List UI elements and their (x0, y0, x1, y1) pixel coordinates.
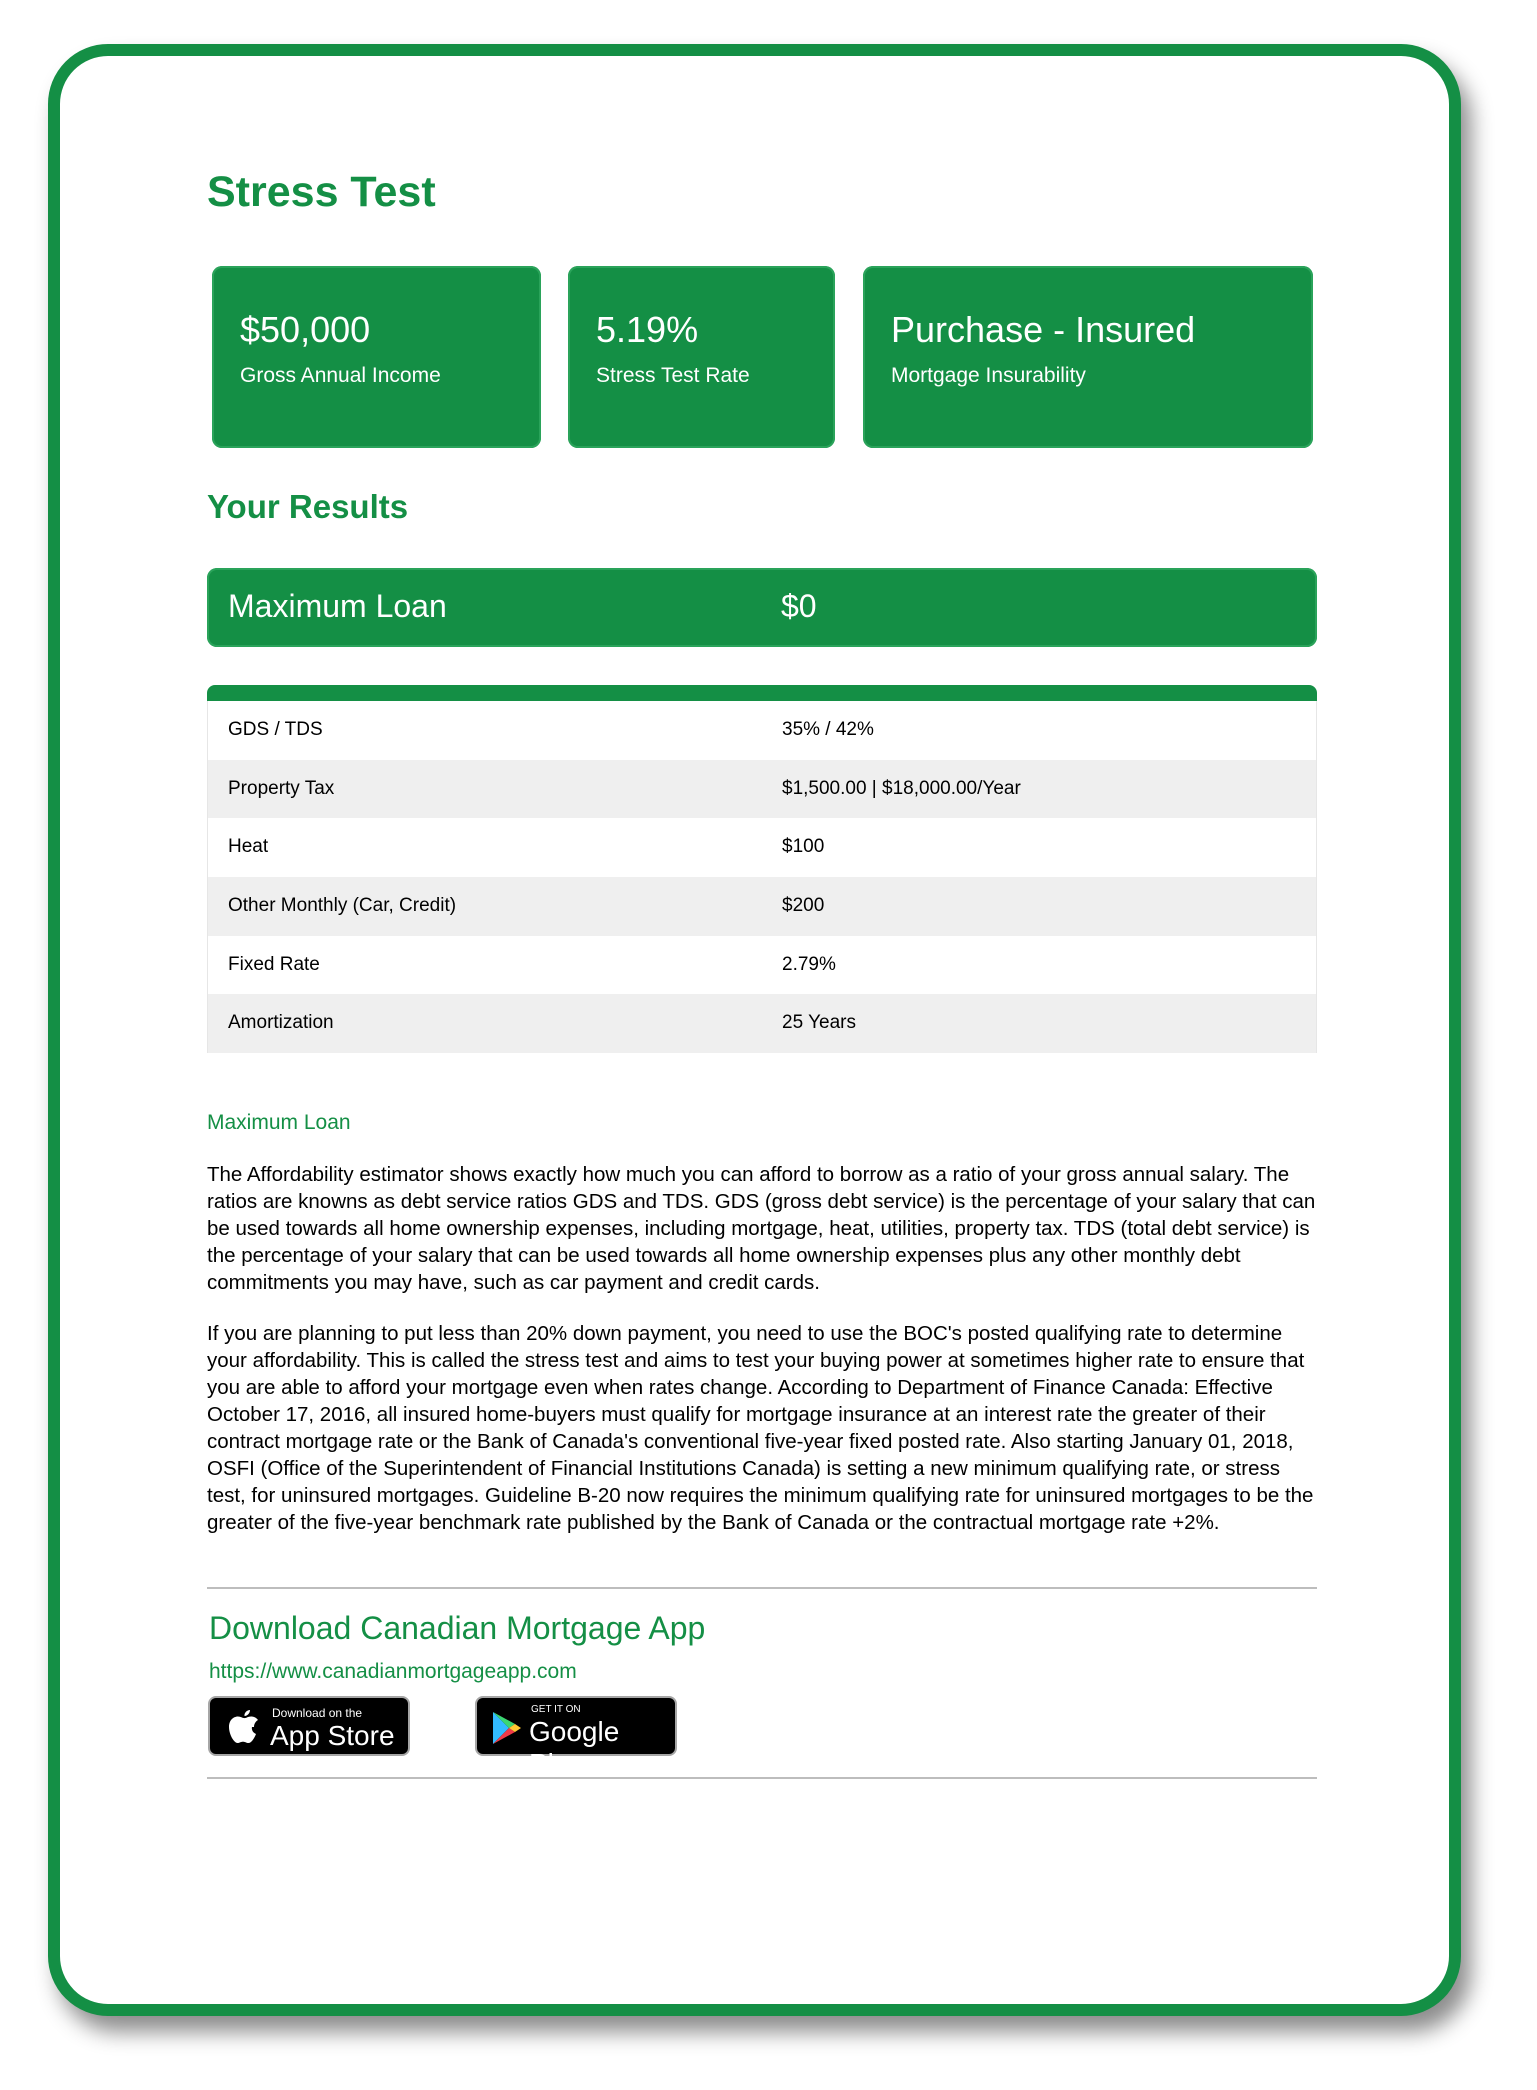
app-store-big-text: App Store (270, 1720, 395, 1751)
divider (207, 1777, 1317, 1779)
stress-rate-value: 5.19% (596, 309, 699, 350)
max-loan-value: $0 (781, 588, 817, 624)
table-row (207, 994, 1317, 1053)
download-title: Download Canadian Mortgage App (209, 1610, 706, 1646)
table-row (207, 877, 1317, 936)
app-store-button[interactable] (208, 1696, 410, 1756)
row-key: Property Tax (228, 777, 335, 799)
row-value: $100 (782, 836, 825, 858)
row-value: 35% / 42% (782, 719, 874, 740)
row-value: $200 (782, 895, 825, 917)
table-header-bar (207, 685, 1317, 701)
row-key: GDS / TDS (228, 719, 323, 740)
app-store-small-text: Download on the (272, 1706, 363, 1720)
row-key: Fixed Rate (228, 953, 320, 975)
details-table (207, 685, 1317, 1053)
row-value: 2.79% (782, 953, 836, 975)
page-title: Stress Test (207, 168, 436, 216)
google-play-big-text: Google Play (529, 1716, 620, 1779)
row-value: 25 Years (782, 1012, 856, 1034)
stress-rate-label: Stress Test Rate (596, 364, 750, 387)
explanation-paragraph-1: The Affordability estimator shows exactly how much you can afford to borrow as a ratio of your gross annual salary. The ratios are knowns as debt service ratios GDS and TDS. GDS (gross debt service) is the percentage of your salary that can be used towards all home ownership expenses, including mortgage, heat, utilities, property tax. TDS (total debt service) is the percentage of your salary that can be used towards all home ownership expenses plus any other monthly debt commitments you may have, such as car payment and credit cards. (207, 1163, 1316, 1294)
income-card (212, 266, 541, 448)
row-key: Amortization (228, 1012, 334, 1034)
insurability-value: Purchase - Insured (891, 309, 1196, 350)
income-value: $50,000 (240, 309, 371, 350)
google-play-small-text: GET IT ON (531, 1704, 581, 1715)
website-link[interactable]: https://www.canadianmortgageapp.com (209, 1660, 577, 1683)
stress-rate-card (568, 266, 835, 448)
row-value: $1,500.00 | $18,000.00/Year (782, 777, 1021, 799)
insurability-label: Mortgage Insurability (891, 364, 1086, 387)
results-title: Your Results (207, 488, 409, 525)
max-loan-label: Maximum Loan (228, 588, 447, 624)
max-loan-bar (207, 568, 1317, 647)
explanation-title: Maximum Loan (207, 1111, 351, 1134)
income-label: Gross Annual Income (240, 364, 441, 387)
table-row (207, 701, 1317, 760)
insurability-card (863, 266, 1313, 448)
divider (207, 1587, 1317, 1589)
google-play-icon (491, 1710, 523, 1746)
google-play-button[interactable] (475, 1696, 677, 1779)
row-key: Heat (228, 836, 269, 858)
apple-icon (226, 1706, 260, 1746)
row-key: Other Monthly (Car, Credit) (228, 895, 457, 917)
explanation-paragraph-2: If you are planning to put less than 20% down payment, you need to use the BOC's posted qualifying rate to determine your affordability. This is called the stress test and aims to test your buying power at sometimes higher rate to ensure that you are able to afford your mortgage even when rates change. According to Department of Finance Canada: Effective October 17, 2016, all insured home-buyers must qualify for mortgage insurance at an interest rate the greater of their contract mortgage rate or the Bank of Canada's conventional five-year fixed posted rate. Also starting January 01, 2018, OSFI (Office of the Superintendent of Financial Institutions Canada) is setting a new minimum qualifying rate, or stress test, for uninsured mortgages. Guideline B-20 now requires the minimum qualifying rate for uninsured mortgages to be the greater of the five-year benchmark rate published by the Bank of Canada or the contractual mortgage rate +2%. (207, 1322, 1314, 1534)
table-row (207, 936, 1317, 995)
table-row (207, 818, 1317, 877)
table-row (207, 760, 1317, 819)
